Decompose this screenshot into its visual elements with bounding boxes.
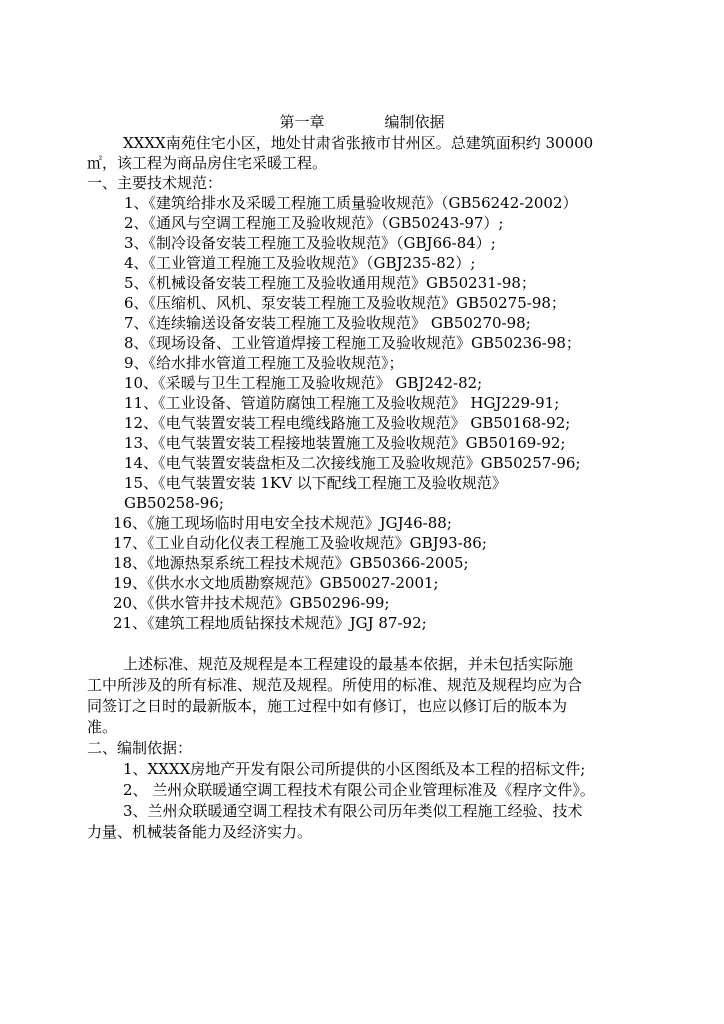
summary-line: 准。: [87, 718, 118, 736]
list-item: 2、《通风与空调工程施工及验收规范》（GB50243-97）;: [124, 214, 504, 232]
list-item: 20、《供水管井技术规范》GB50296-99;: [113, 594, 390, 612]
chapter-number: 第一章: [279, 113, 325, 131]
list-item: 2、 兰州众联暖通空调工程技术有限公司企业管理标准及《程序文件》。: [123, 781, 595, 799]
chapter-name: 编制依据: [384, 113, 445, 131]
list-item: 19、《供水水文地质勘察规范》GB50027-2001;: [113, 574, 439, 592]
list-item: 3、《制冷设备安装工程施工及验收规范》（GBJ66-84）;: [124, 234, 496, 252]
summary-line: 上述标准、规范及规程是本工程建设的最基本依据，并未包括实际施: [123, 655, 574, 673]
list-item: 16、《施工现场临时用电安全技术规范》JGJ46-88;: [113, 514, 452, 532]
list-item: 4、《工业管道工程施工及验收规范》（GBJ235-82）;: [124, 254, 476, 272]
list-item: 12、《电气装置安装工程电缆线路施工及验收规范》 GB50168-92;: [124, 414, 571, 432]
list-item-continuation: GB50258-96;: [124, 494, 224, 512]
list-item: 3、兰州众联暖通空调工程技术有限公司历年类似工程施工经验、技术: [123, 802, 583, 820]
chapter-title: [0, 112, 724, 132]
summary-line: 工中所涉及的所有标准、规范及规程。所使用的标准、规范及规程均应为合: [87, 676, 583, 694]
summary-line: 同签订之日时的最新版本，施工过程中如有修订，也应以修订后的版本为: [87, 697, 568, 715]
list-item: 9、《给水排水管道工程施工及验收规范》；: [124, 354, 404, 372]
list-item: 5、《机械设备安装工程施工及验收通用规范》GB50231-98；: [124, 274, 536, 292]
list-item: 8、《现场设备、工业管道焊接工程施工及验收规范》GB50236-98；: [124, 334, 581, 352]
section-heading: 二、编制依据：: [87, 739, 193, 757]
list-item: 13、《电气装置安装工程接地装置施工及验收规范》GB50169-92;: [124, 434, 566, 452]
list-item: 21、《建筑工程地质钻探技术规范》JGJ 87-92;: [113, 614, 427, 632]
list-item: 11、《工业设备、管道防腐蚀工程施工及验收规范》 HGJ229-91;: [124, 394, 560, 412]
list-item: 17、《工业自动化仪表工程施工及验收规范》GBJ93-86;: [113, 534, 487, 552]
list-item: 1、《建筑给排水及采暖工程施工质量验收规范》（GB56242-2002）: [124, 194, 578, 212]
list-item: 1、XXXX房地产开发有限公司所提供的小区图纸及本工程的招标文件;: [123, 760, 586, 778]
section-heading: 一、主要技术规范：: [87, 174, 223, 192]
list-item: 15、《电气装置安装 1KV 以下配线工程施工及验收规范》: [124, 474, 507, 492]
list-item: 18、《地源热泵系统工程技术规范》GB50366-2005;: [113, 554, 469, 572]
list-item: 6、《压缩机、风机、泵安装工程施工及验收规范》GB50275-98；: [124, 294, 566, 312]
list-item-continuation: 力量、机械装备能力及经济实力。: [87, 823, 313, 841]
intro-line: XXXX南苑住宅小区，地处甘肃省张掖市甘州区。总建筑面积约 30000: [123, 134, 594, 152]
list-item: 14、《电气装置安装盘柜及二次接线施工及验收规范》GB50257-96;: [124, 454, 581, 472]
list-item: 7、《连续输送设备安装工程施工及验收规范》 GB50270-98;: [124, 314, 531, 332]
intro-line: ㎡，该工程为商品房住宅采暖工程。: [87, 154, 328, 172]
list-item: 10、《采暖与卫生工程施工及验收规范》 GBJ242-82;: [124, 374, 483, 392]
